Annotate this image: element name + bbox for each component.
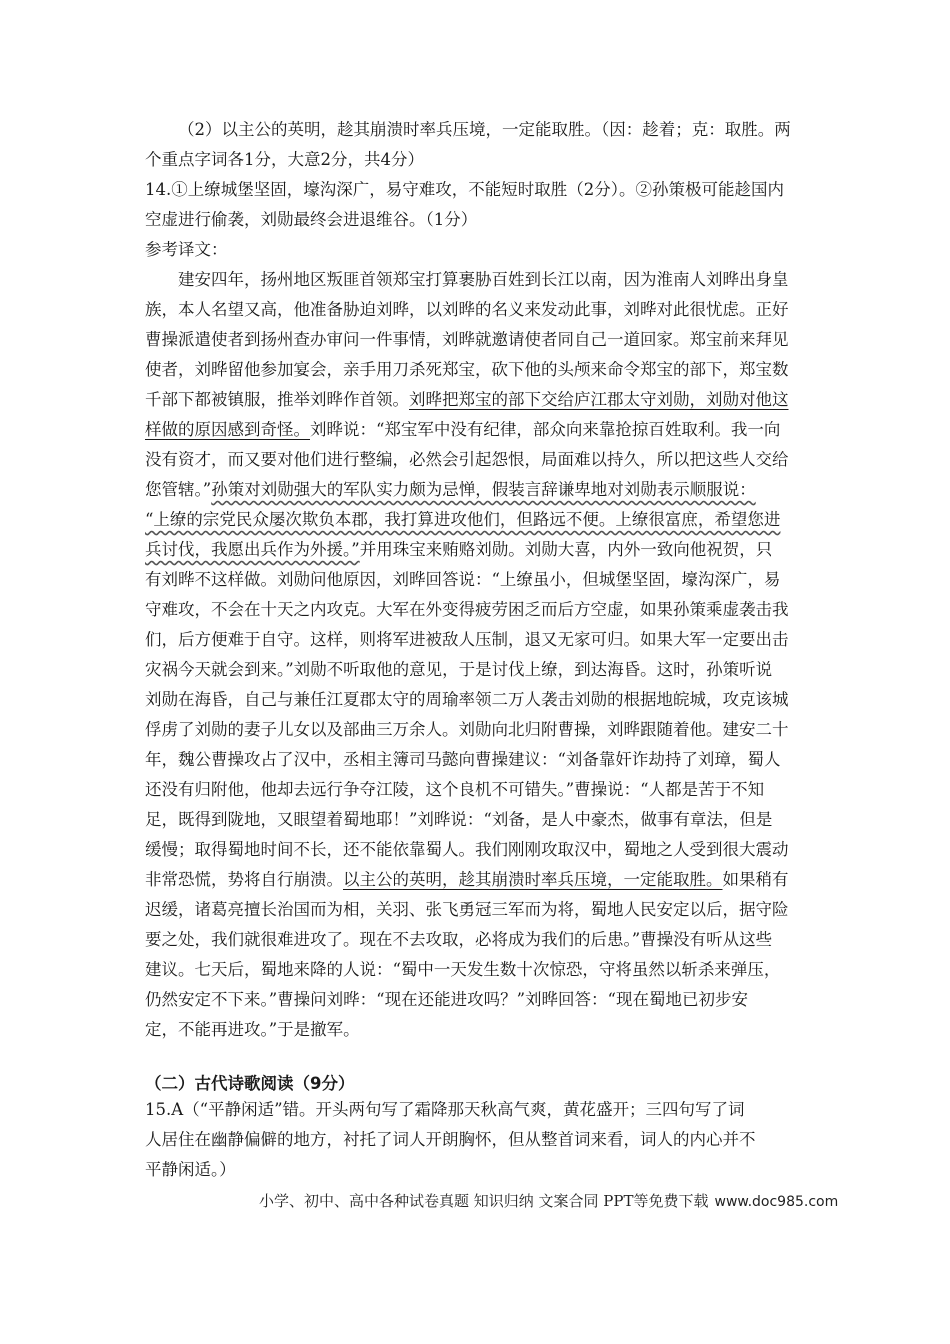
answer-15-block <box>145 1095 805 1185</box>
translation-line: 建安四年，扬州地区叛匪首领郑宝打算裹胁百姓到长江以南，因为淮南人刘晔出身皇 <box>178 270 789 289</box>
translation-line: 建议。七天后，蜀地来降的人说：“蜀中一天发生数十次惊恐，守将虽然以斩杀来弹压， <box>145 960 781 979</box>
translation-text: 千部下都被镇服，推举刘晔作首领。 <box>145 390 409 409</box>
translation-line: 没有资才，而又要对他们进行整编，必然会引起怨恨，局面难以持久，所以把这些人交给 <box>145 450 789 469</box>
translation-line <box>145 865 805 895</box>
translation-line <box>145 385 805 415</box>
section-heading: （二）古代诗歌阅读（9分） <box>145 1074 355 1093</box>
translation-line <box>145 535 805 565</box>
answer-15-line2: 人居住在幽静偏僻的地方，衬托了词人开朗胸怀，但从整首词来看，词人的内心并不 <box>145 1130 756 1149</box>
wavy-underlined-sentence: 兵讨伐，我愿出兵作为外援。” <box>145 540 360 559</box>
answer-13-2-line1: （2）以主公的英明，趁其崩溃时率兵压境，一定能取胜。（因：趁着；克：取胜。两 <box>178 120 791 139</box>
underlined-sentence: 以主公的英明，趁其崩溃时率兵压境，一定能取胜。 <box>343 870 723 889</box>
translation-line: 俘虏了刘勋的妻子儿女以及部曲三万余人。刘勋向北归附曹操，刘晔跟随着他。建安二十 <box>145 720 789 739</box>
answer-15-line3: 平静闲适。） <box>145 1160 236 1179</box>
answer-15-line1: 15.A（“平静闲适”错。开头两句写了霜降那天秋高气爽，黄花盛开；三四句写了词 <box>145 1100 745 1119</box>
underlined-sentence: 样做的原因感到奇怪。 <box>145 420 310 439</box>
footer-url-link[interactable]: www.doc985.com <box>714 1194 839 1210</box>
answer-14-line1: 14.①上缭城堡坚固，壕沟深广，易守难攻，不能短时取胜（2分）。②孙策极可能趁国内 <box>145 180 784 199</box>
translation-line: 仍然安定不下来。”曹操问刘晔：“现在还能进攻吗？”刘晔回答：“现在蜀地已初步安 <box>145 990 748 1009</box>
translation-line: 定，不能再进攻。”于是撤军。 <box>145 1020 360 1039</box>
translation-text: 非常恐慌，势将自行崩溃。 <box>145 870 343 889</box>
wavy-underlined-sentence: 孙策对刘勋强大的军队实力颇为忌惮，假装言辞谦卑地对刘勋表示顺服说： <box>211 480 756 499</box>
translation-line: 有刘晔不这样做。刘勋问他原因，刘晔回答说：“上缭虽小，但城堡坚固，壕沟深广，易 <box>145 570 781 589</box>
translation-line: 要之处，我们就很难进攻了。现在不去攻取，必将成为我们的后患。”曹操没有听从这些 <box>145 930 773 949</box>
page-footer <box>259 1190 838 1211</box>
translation-line <box>145 475 805 505</box>
answer-block <box>145 115 805 265</box>
underlined-sentence: 刘晔把郑宝的部下交给庐江郡太守刘勋，刘勋对他这 <box>409 390 789 409</box>
wavy-underlined-sentence: “上缭的宗党民众屡次欺负本郡，我打算进攻他们，但路远不便。上缭很富庶，希望您进 <box>145 510 781 529</box>
translation-line: 灾祸今天就会到来。”刘勋不听取他的意见，于是讨伐上缭，到达海昏。这时，孙策听说 <box>145 660 773 679</box>
translation-line: 曹操派遣使者到扬州查办审问一件事情，刘晔就邀请使者同自己一道回家。郑宝前来拜见 <box>145 330 789 349</box>
footer-text: 小学、初中、高中各种试卷真题 知识归纳 文案合同 PPT等免费下载 <box>259 1192 709 1210</box>
translation-line: 缓慢；取得蜀地时间不长，还不能依靠蜀人。我们刚刚攻取汉中，蜀地之人受到很大震动 <box>145 840 789 859</box>
translation-line: 迟缓，诸葛亮擅长治国而为相，关羽、张飞勇冠三军而为将，蜀地人民安定以后，据守险 <box>145 900 789 919</box>
reference-translation-label: 参考译文： <box>145 240 228 259</box>
translation-line: 们，后方便难于自守。这样，则将军进被敌人压制，退又无家可归。如果大军一定要出击 <box>145 630 789 649</box>
translation-text: 如果稍有 <box>722 870 789 889</box>
translation-line <box>145 415 805 445</box>
translation-block <box>145 265 805 1045</box>
translation-text: 刘晔说：“郑宝军中没有纪律，部众向来靠抢掠百姓取利。我一向 <box>310 420 781 439</box>
translation-text: 您管辖。” <box>145 480 212 499</box>
translation-text: 并用珠宝来贿赂刘勋。刘勋大喜，内外一致向他祝贺，只 <box>359 540 773 559</box>
translation-line: 族，本人名望又高，他准备胁迫刘晔，以刘晔的名义来发动此事，刘晔对此很忧虑。正好 <box>145 300 789 319</box>
answer-13-2-line2: 个重点字词各1分，大意2分，共4分） <box>145 150 424 169</box>
translation-line: 年，魏公曹操攻占了汉中，丞相主簿司马懿向曹操建议：“刘备靠奸诈劫持了刘璋，蜀人 <box>145 750 781 769</box>
answer-14-line2: 空虚进行偷袭，刘勋最终会进退维谷。（1分） <box>145 210 478 229</box>
translation-line <box>145 505 805 535</box>
translation-line: 足，既得到陇地，又眼望着蜀地耶！”刘晔说：“刘备，是人中豪杰，做事有章法，但是 <box>145 810 773 829</box>
translation-line: 使者，刘晔留他参加宴会，亲手用刀杀死郑宝，砍下他的头颅来命令郑宝的部下，郑宝数 <box>145 360 789 379</box>
translation-line: 守难攻，不会在十天之内攻克。大军在外变得疲劳困乏而后方空虚，如果孙策乘虚袭击我 <box>145 600 789 619</box>
translation-line: 还没有归附他，他却去远行争夺江陵，这个良机不可错失。”曹操说：“人都是苦于不知 <box>145 780 765 799</box>
translation-line: 刘勋在海昏，自己与兼任江夏郡太守的周瑜率领二万人袭击刘勋的根据地皖城，攻克该城 <box>145 690 789 709</box>
